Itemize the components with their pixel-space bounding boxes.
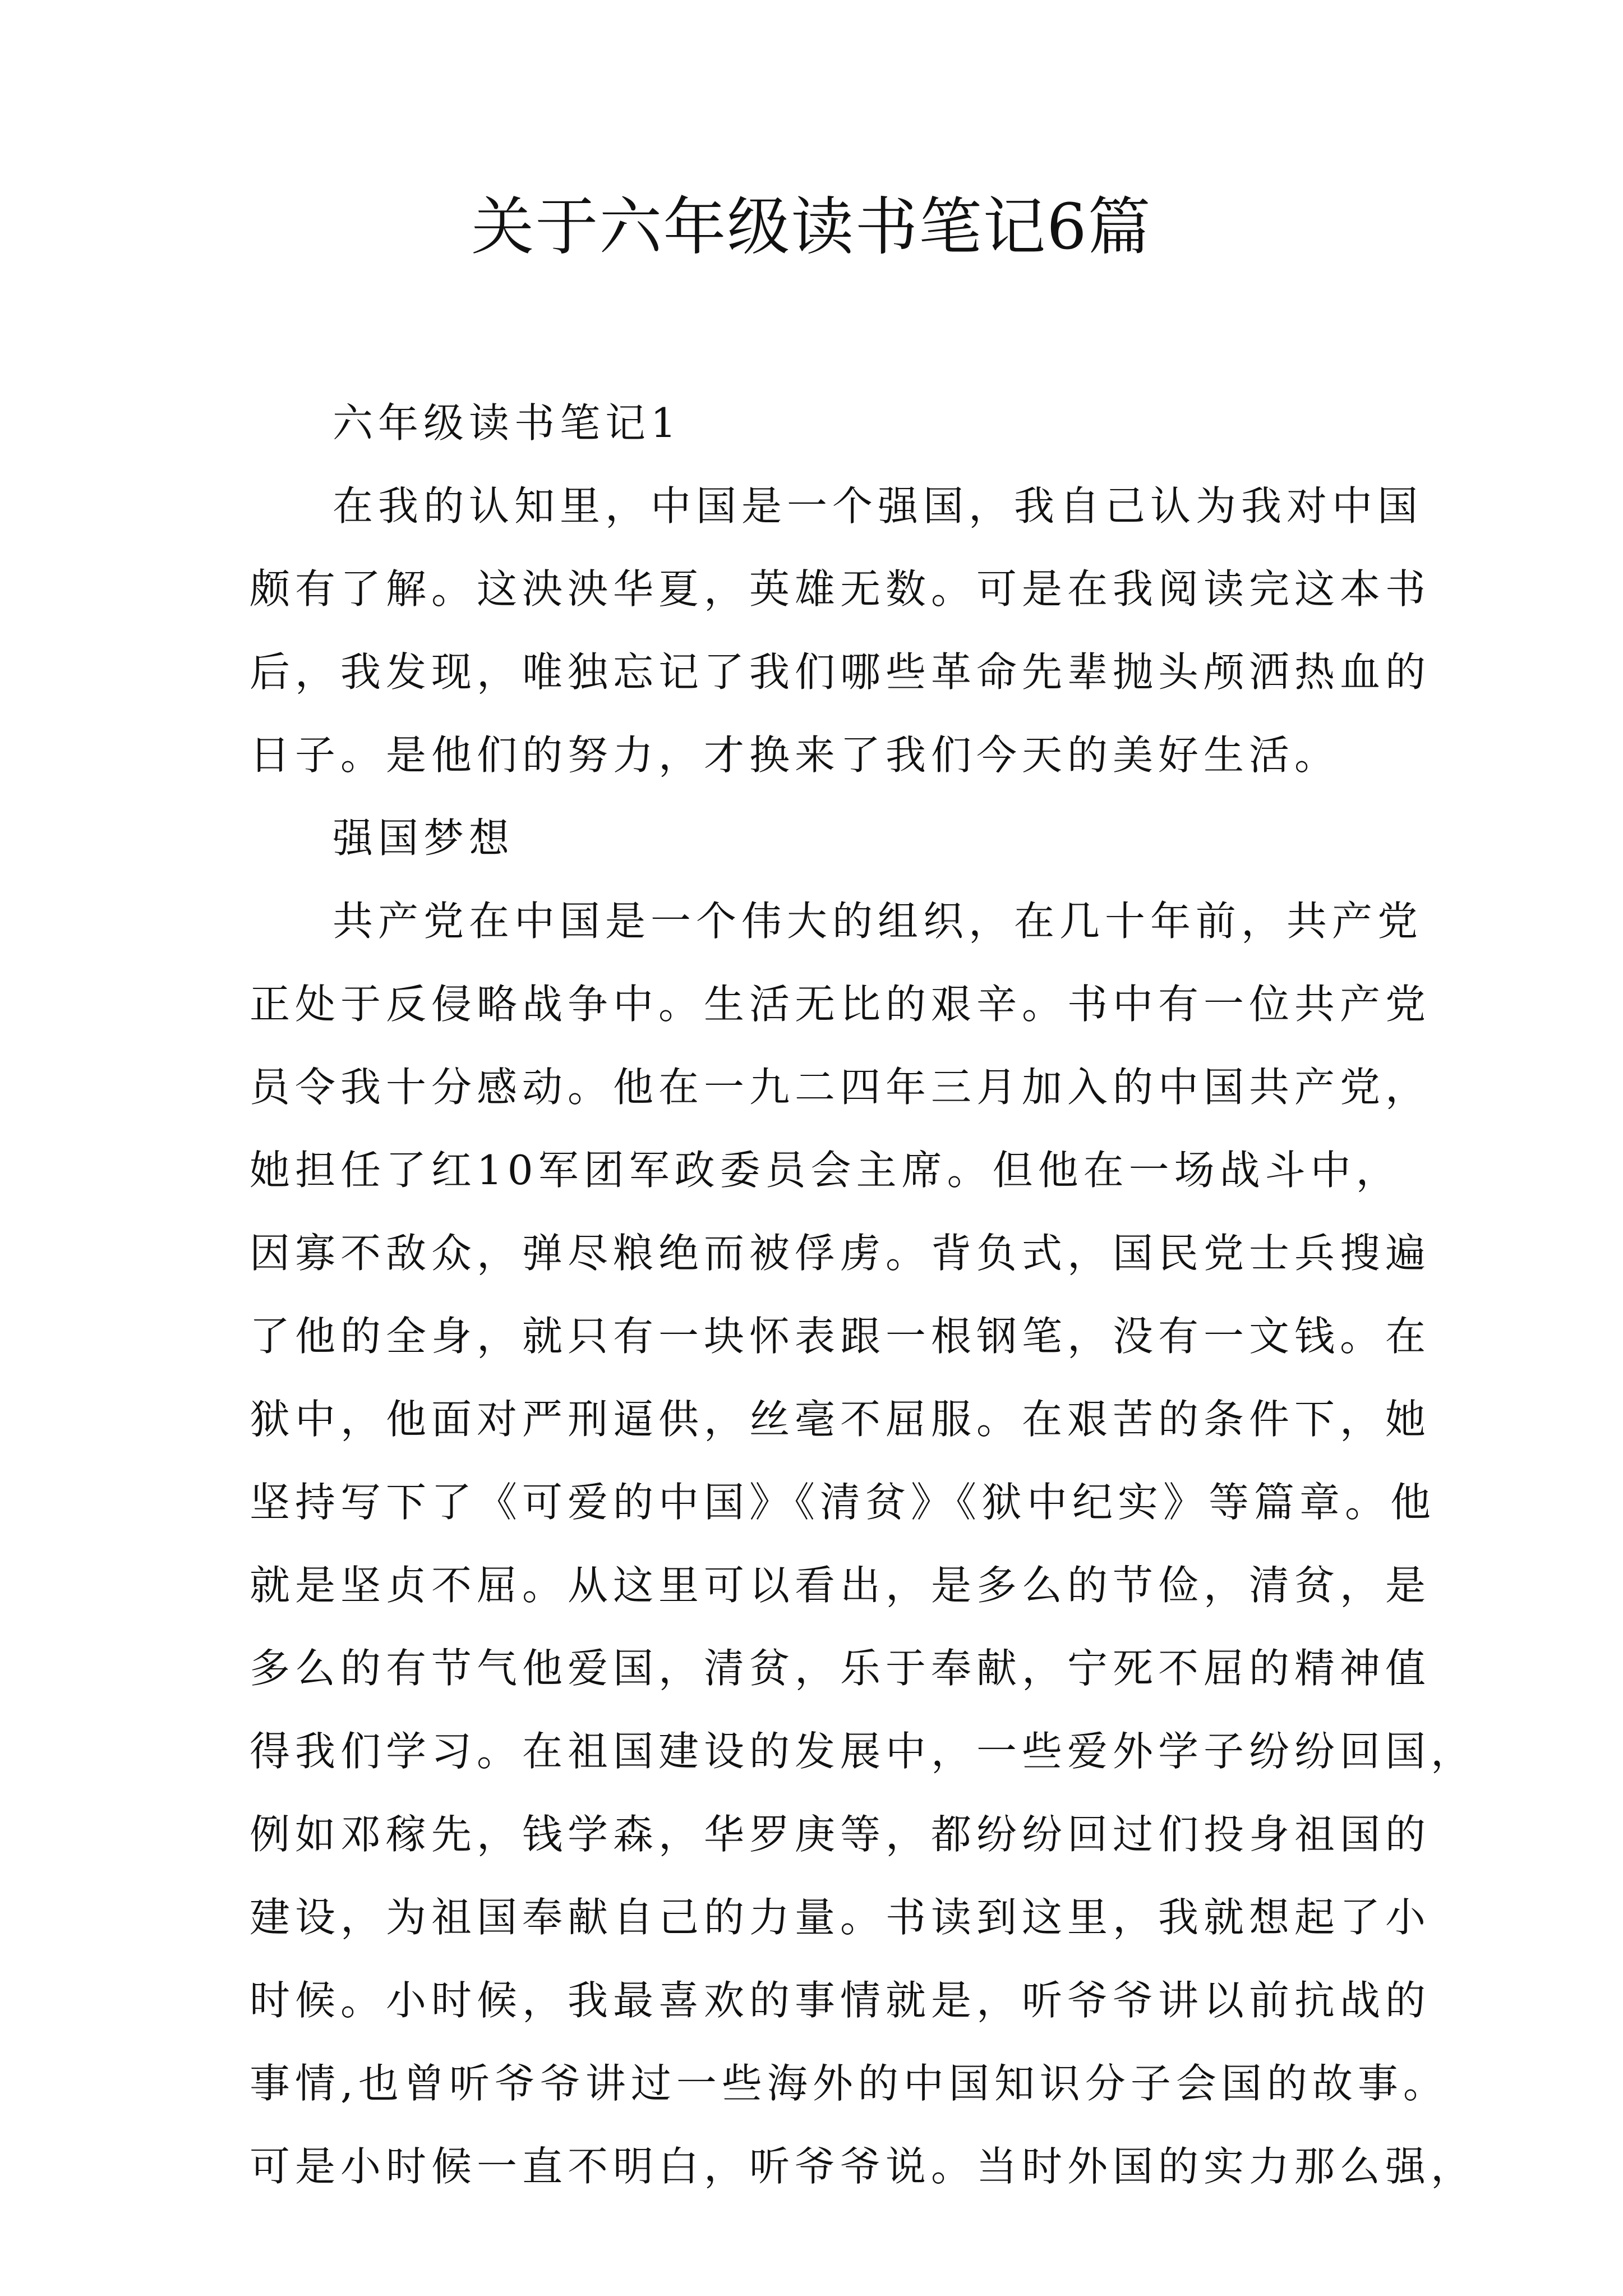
paragraph-line: 狱中，他面对严刑逼供，丝毫不屈服。在艰苦的条件下，她 [250, 1396, 1431, 1443]
paragraph-line: 例如邓稼先，钱学森，华罗庚等，都纷纷回过们投身祖国的 [250, 1811, 1431, 1858]
paragraph-line: 日子。是他们的努力，才换来了我们今天的美好生活。 [250, 731, 1340, 779]
paragraph-line: 建设，为祖国奉献自己的力量。书读到这里，我就想起了小 [250, 1894, 1431, 1941]
paragraph-line: 事情,也曾听爷爷讲过一些海外的中国知识分子会国的故事。 [250, 2060, 1449, 2107]
paragraph-line: 了他的全身，就只有一块怀表跟一根钢笔，没有一文钱。在 [250, 1313, 1431, 1360]
paragraph-line: 就是坚贞不屈。从这里可以看出，是多么的节俭，清贫，是 [250, 1562, 1431, 1609]
paragraph-line: 时候。小时候，我最喜欢的事情就是，听爷爷讲以前抗战的 [250, 1977, 1431, 2024]
paragraph-line: 坚持写下了《可爱的中国》《清贫》《狱中纪实》等篇章。他 [250, 1479, 1436, 1526]
paragraph-line: 多么的有节气他爱国，清贫，乐于奉献，宁死不屈的精神值 [250, 1645, 1431, 1692]
sub-heading: 强国梦想 [333, 815, 515, 862]
paragraph-line: 可是小时候一直不明白，听爷爷说。当时外国的实力那么强， [250, 2143, 1477, 2190]
paragraph-line: 共产党在中国是一个伟大的组织，在几十年前，共产党 [333, 898, 1423, 945]
paragraph-line: 她担任了红10军团军政委员会主席。但他在一场战斗中， [250, 1147, 1401, 1194]
section-heading: 六年级读书笔记1 [333, 399, 681, 447]
paragraph-line: 在我的认知里，中国是一个强国，我自己认为我对中国 [333, 482, 1423, 530]
paragraph-line: 正处于反侵略战争中。生活无比的艰辛。书中有一位共产党 [250, 981, 1431, 1028]
document-body [250, 381, 1477, 2208]
paragraph-line: 得我们学习。在祖国建设的发展中，一些爱外学子纷纷回国， [250, 1728, 1477, 1775]
paragraph-line: 后，我发现，唯独忘记了我们哪些革命先辈抛头颅洒热血的 [250, 648, 1431, 696]
paragraph-line: 员令我十分感动。他在一九二四年三月加入的中国共产党， [250, 1064, 1431, 1111]
paragraph-line: 颇有了解。这泱泱华夏，英雄无数。可是在我阅读完这本书 [250, 565, 1431, 613]
paragraph-line: 因寡不敌众，弹尽粮绝而被俘虏。背负式，国民党士兵搜遍 [250, 1230, 1431, 1277]
document-title: 关于六年级读书笔记6篇 [471, 191, 1152, 264]
